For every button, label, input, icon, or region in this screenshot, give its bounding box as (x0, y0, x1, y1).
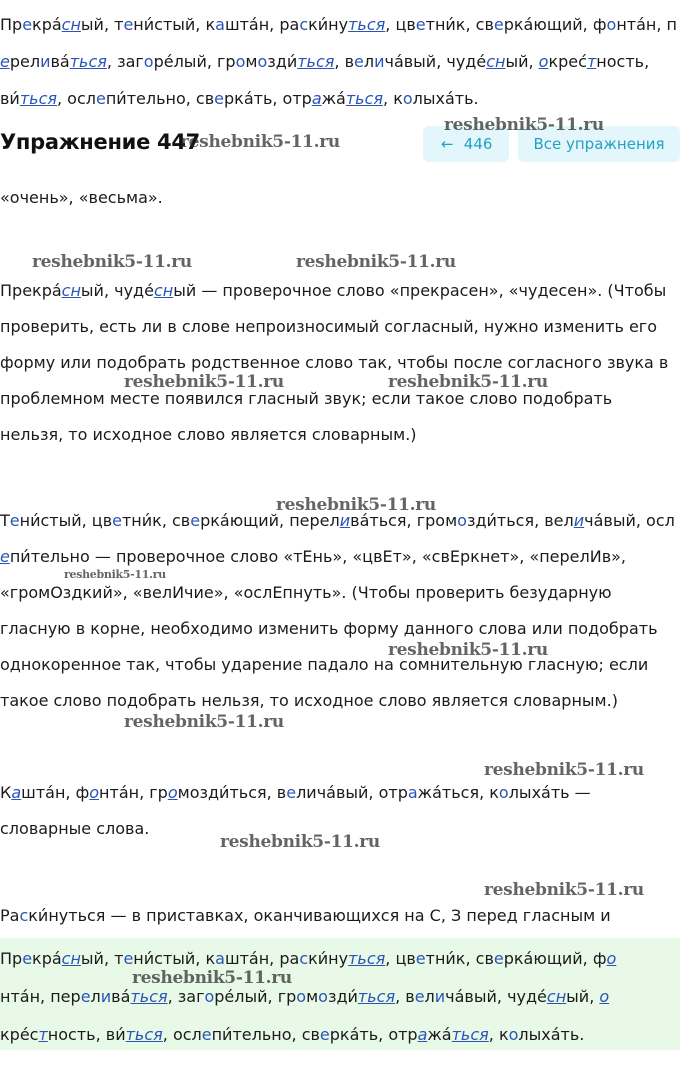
highlighted-letters: а (215, 15, 225, 34)
text-segment: мозди́ться, в (177, 783, 287, 802)
text-segment: пи́тельно, св (105, 89, 215, 108)
text-segment: лича́вый, отр (296, 783, 408, 802)
text-segment: ва́ться, гром (350, 511, 458, 530)
arrow-left-icon: ← (441, 135, 454, 153)
text-segment: рка́ющий, пере (200, 511, 330, 530)
text-segment: лыха́ть — (508, 783, 591, 802)
watermark: reshebnik5-11.ru (388, 640, 548, 660)
highlighted-letters: ться (451, 1025, 489, 1044)
text-segment: тни́к, св (425, 949, 494, 968)
text-segment: ый — проверочное слово «прекрасен», «чудесен». (Чтобы (173, 281, 667, 300)
text-segment: ча́вый, осл (584, 511, 675, 530)
text-segment: м (306, 987, 319, 1006)
text-segment: рка́ющий, ф (503, 949, 607, 968)
text-segment: лыха́ть. (518, 1025, 585, 1044)
highlighted-letters: а (215, 949, 225, 968)
highlighted-letters: о (296, 987, 307, 1006)
text-segment: ва́ (50, 52, 70, 71)
highlighted-letters: сн (546, 987, 567, 1006)
watermark: reshebnik5-11.ru (388, 372, 548, 392)
text-segment: жа́ться, к (417, 783, 499, 802)
text-segment: зди́ (267, 52, 298, 71)
highlighted-letters: е (286, 783, 297, 802)
text-line (0, 6, 680, 43)
text-segment: ни́стый, к (133, 949, 216, 968)
text-segment: проверить, есть ли в слове непроизносимый согласный, нужно изменить его (0, 317, 657, 336)
text-segment: кре́с (0, 1025, 39, 1044)
highlighted-letters: т (586, 52, 597, 71)
highlighted-letters: е (95, 89, 106, 108)
text-segment: гласную в корне, необходимо изменить форму данного слова или подобрать (0, 619, 658, 638)
highlighted-letters: а (407, 783, 418, 802)
highlighted-letters: сн (61, 281, 81, 300)
text-segment: ча́вый, чуде́ (384, 52, 487, 71)
text-segment: ки́ну (308, 949, 349, 968)
top-paragraph (0, 6, 680, 117)
text-segment: ый, чуде́ (80, 281, 154, 300)
highlighted-letters: и (339, 511, 351, 530)
highlighted-letters: е (214, 89, 224, 108)
highlighted-letters: о (538, 52, 549, 71)
text-segment: шта́н, ра (224, 15, 300, 34)
highlighted-letters: ться (348, 949, 386, 968)
text-segment: пи́тельно — проверочное слово «тЕнь», «цвЕт», «свЕркнет», «перелИв», (9, 547, 627, 566)
text-segment: кра́ (32, 949, 62, 968)
text-segment: кра́ (32, 15, 62, 34)
watermark: reshebnik5-11.ru (444, 115, 604, 135)
highlighted-letters: сн (61, 949, 81, 968)
exercise-title: Упражнение 447 (0, 130, 200, 154)
watermark: reshebnik5-11.ru (276, 495, 436, 515)
highlighted-letters: и (40, 52, 51, 71)
highlighted-letters: с (299, 15, 309, 34)
highlighted-letters: и (100, 987, 112, 1006)
highlighted-letters: о (167, 783, 178, 802)
text-segment: тни́к, св (121, 511, 191, 530)
text-segment: Прекра́ (0, 281, 62, 300)
text-line (0, 978, 680, 1016)
text-segment: «громОздкий», «велИчие», «ослЕпнуть». (Чтобы проверить безударную (0, 583, 612, 602)
highlighted-letters: о (235, 52, 246, 71)
text-segment: форму или подобрать родственное слово так, чтобы после согласного звука в (0, 353, 669, 372)
highlighted-letters: е (123, 15, 134, 34)
highlighted-letters: сн (61, 15, 81, 34)
highlighted-letters: а (417, 1025, 428, 1044)
text-segment: ый, т (80, 949, 124, 968)
text-segment: ый, (505, 52, 539, 71)
text-segment: Пр (0, 15, 23, 34)
text-segment: ки́нуться — в приставках, оканчивающихся на С, З перед гласным и (28, 906, 611, 925)
highlighted-letters: ться (69, 52, 107, 71)
text-segment: жа́ (427, 1025, 452, 1044)
text-segment: , в (395, 987, 415, 1006)
text-line (0, 647, 680, 683)
highlighted-letters: е (0, 52, 10, 71)
watermark: reshebnik5-11.ru (484, 760, 644, 780)
text-segment: , в (334, 52, 354, 71)
text-segment: м (245, 52, 258, 71)
highlighted-letters: о (257, 52, 268, 71)
text-segment: рка́ющий, ф (503, 15, 607, 34)
text-line (0, 381, 680, 417)
text-line (0, 683, 680, 719)
highlighted-letters: и (434, 987, 446, 1006)
highlighted-letters: е (112, 511, 122, 530)
text-segment: однокоренное так, чтобы ударение падало на сомнительную гласную; если (0, 655, 649, 674)
watermark: reshebnik5-11.ru (32, 252, 192, 272)
text-segment: нельзя, то исходное слово является словарным.) (0, 425, 417, 444)
text-segment: , к (383, 89, 403, 108)
watermark: reshebnik5-11.ru (296, 252, 456, 272)
highlighted-letters: а (11, 783, 22, 802)
highlighted-letters: е (22, 949, 33, 968)
text-segment: рка́ть, отр (224, 89, 312, 108)
text-segment: ре́лый, гр (153, 52, 236, 71)
highlighted-letters: а (311, 89, 322, 108)
explanation-paragraph-1 (0, 273, 680, 453)
highlighted-letters: е (9, 511, 20, 530)
text-segment: , цв (385, 949, 416, 968)
watermark: reshebnik5-11.ru (124, 712, 284, 732)
highlighted-letters: е (493, 949, 504, 968)
watermark: reshebnik5-11.ru (64, 568, 166, 581)
text-segment: , заг (167, 987, 205, 1006)
text-segment: тни́к, св (425, 15, 494, 34)
text-segment: л (363, 52, 375, 71)
text-segment: такое слово подобрать нельзя, то исходное слово является словарным.) (0, 691, 618, 710)
highlighted-letters: о (318, 987, 328, 1006)
text-segment: рел (9, 52, 41, 71)
text-segment: рка́ть, отр (329, 1025, 418, 1044)
highlighted-letters: е (22, 15, 33, 34)
highlighted-letters: сн (153, 281, 174, 300)
text-segment: ки́ну (308, 15, 349, 34)
text-segment: ча́вый, чуде́ (445, 987, 547, 1006)
highlighted-letters: ться (19, 89, 57, 108)
text-segment: , к (488, 1025, 509, 1044)
text-segment: ый, (566, 987, 600, 1006)
text-segment: лыха́ть. (412, 89, 479, 108)
highlighted-letters: сн (486, 52, 506, 71)
highlighted-letters: ться (125, 1025, 163, 1044)
text-segment: Т (0, 511, 10, 530)
text-segment: ни́стый, к (133, 15, 216, 34)
text-segment: , осл (57, 89, 96, 108)
highlighted-letters: е (415, 949, 426, 968)
highlighted-letters: е (415, 15, 426, 34)
watermark: reshebnik5-11.ru (220, 832, 380, 852)
explanation-paragraph-4 (0, 898, 680, 934)
highlighted-letters: ться (348, 15, 386, 34)
highlighted-letters: е (123, 949, 134, 968)
text-segment: нта́н, п (616, 15, 678, 34)
text-segment: л (424, 987, 435, 1006)
text-line (0, 775, 680, 811)
highlighted-letters: о (508, 1025, 519, 1044)
highlighted-letters: о (606, 949, 617, 968)
text-segment: , заг (106, 52, 144, 71)
explanation-paragraph-2 (0, 503, 680, 719)
text-line (0, 43, 680, 80)
text-segment: пи́тельно, св (211, 1025, 320, 1044)
highlighted-letters: е (201, 1025, 212, 1044)
highlighted-letters: т (38, 1025, 48, 1044)
highlighted-letters: о (402, 89, 413, 108)
text-line (0, 940, 680, 978)
highlighted-letters: с (19, 906, 29, 925)
text-segment: жа́ (321, 89, 346, 108)
watermark: reshebnik5-11.ru (124, 372, 284, 392)
highlighted-letters: е (190, 511, 201, 530)
text-segment: зди́ (327, 987, 358, 1006)
text-segment: К (0, 783, 12, 802)
text-segment: крес́ (548, 52, 587, 71)
highlighted-letters: и (374, 52, 385, 71)
highlighted-letters: с (299, 949, 309, 968)
watermark: reshebnik5-11.ru (132, 968, 292, 988)
highlighted-letters: о (606, 15, 617, 34)
text-segment: ни́стый, цв (19, 511, 113, 530)
text-segment: ви́ (0, 89, 20, 108)
text-line (0, 898, 680, 934)
highlighted-letters: ться (297, 52, 335, 71)
text-segment: Пр (0, 949, 23, 968)
highlighted-letters: о (89, 783, 100, 802)
text-line (0, 611, 680, 647)
watermark: reshebnik5-11.ru (484, 880, 644, 900)
highlighted-letters: ться (345, 89, 384, 108)
highlighted-letters: ться (357, 987, 396, 1006)
highlighted-letters: е (319, 1025, 330, 1044)
highlighted-letters: о (204, 987, 215, 1006)
intro-text: «очень», «весьма». (0, 188, 163, 207)
text-segment: шта́н, ф (21, 783, 90, 802)
text-segment: л (90, 987, 101, 1006)
highlighted-letters: е (493, 15, 504, 34)
text-segment: нта́н, пер (0, 987, 81, 1006)
text-line (0, 345, 680, 381)
text-segment: , осл (162, 1025, 202, 1044)
text-segment: ре́лый, гр (214, 987, 297, 1006)
text-segment: ность, ви́ (47, 1025, 126, 1044)
previous-exercise-label: 446 (463, 135, 493, 153)
watermark: reshebnik5-11.ru (180, 132, 340, 152)
highlighted-letters: о (599, 987, 610, 1006)
highlighted-letters: е (414, 987, 425, 1006)
highlighted-letters: е (80, 987, 91, 1006)
highlighted-letters: о (143, 52, 154, 71)
all-exercises-button[interactable]: Все упражнения (518, 126, 680, 162)
text-segment: л (329, 511, 340, 530)
highlighted-letters: о (498, 783, 509, 802)
text-line (0, 417, 680, 453)
text-segment: Ра (0, 906, 20, 925)
highlighted-letters: и (573, 511, 585, 530)
highlighted-letters: о (457, 511, 467, 530)
highlighted-letters: е (0, 547, 10, 566)
text-segment: словарные слова. (0, 819, 150, 838)
highlighted-letters: ться (130, 987, 168, 1006)
text-line (0, 273, 680, 309)
text-line (0, 80, 680, 117)
answer-text (0, 940, 680, 1054)
text-segment: зди́ться, вел (466, 511, 574, 530)
text-segment: , цв (385, 15, 416, 34)
text-segment: ность, (596, 52, 650, 71)
highlighted-letters: е (354, 52, 364, 71)
text-segment: ва́ (111, 987, 131, 1006)
text-line (0, 309, 680, 345)
text-segment: проблемном месте появился гласный звук; если такое слово подобрать (0, 389, 613, 408)
text-line (0, 1016, 680, 1054)
text-segment: шта́н, ра (224, 949, 300, 968)
text-segment: ый, т (80, 15, 124, 34)
text-segment: нта́н, гр (99, 783, 168, 802)
